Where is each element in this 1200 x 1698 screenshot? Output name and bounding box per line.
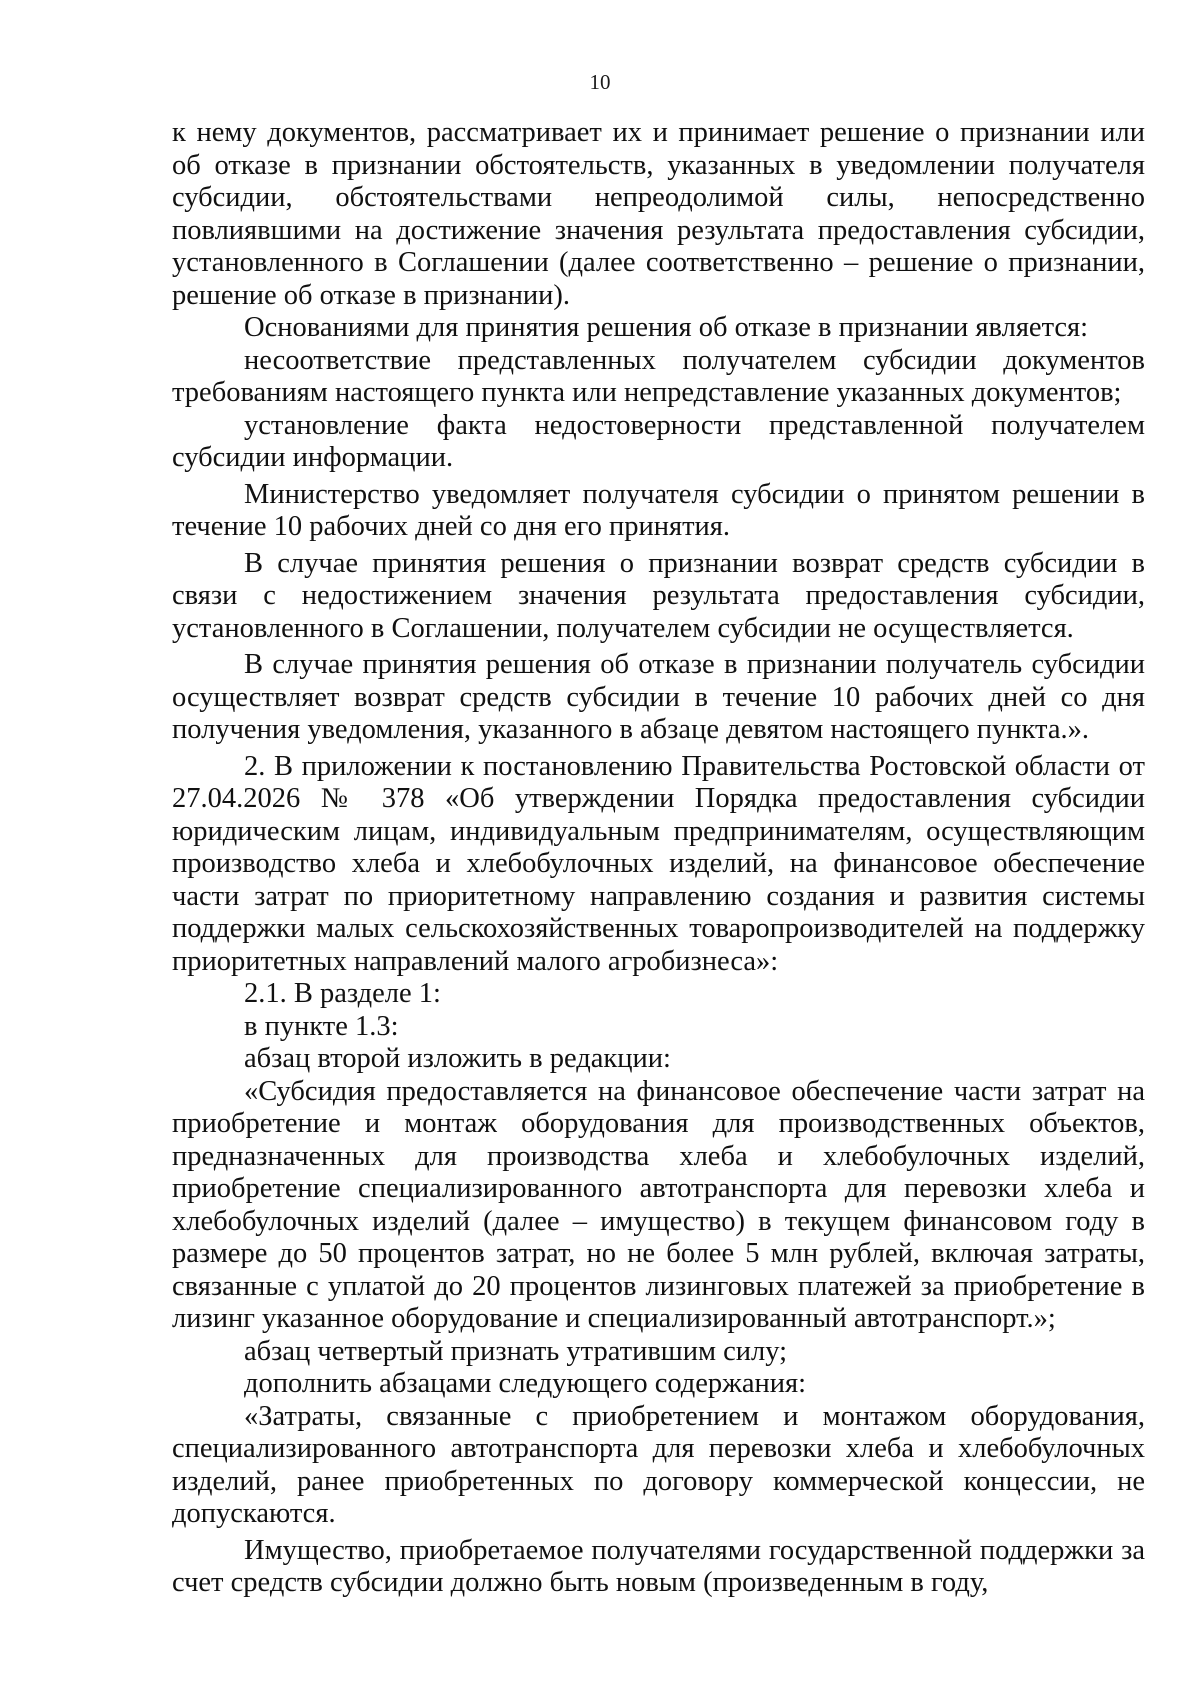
paragraph: несоответствие представленных получателем субсидии документов требованиям настоящего пункта или непредставление указанных документов; <box>172 344 1145 408</box>
paragraph: Имущество, приобретаемое получателями государственной поддержки за счет средств субсидии должно быть новым (произведенным в году, <box>172 1534 1145 1598</box>
paragraph: В случае принятия решения об отказе в признании получатель субсидии осуществляет возврат средств субсидии в течение 10 рабочих дней со дня получения уведомления, указанного в абзаце девятом настоящего пункта.». <box>172 649 1145 745</box>
document-body <box>172 117 1145 1600</box>
paragraph: дополнить абзацами следующего содержания: <box>244 1368 807 1399</box>
paragraph: в пункте 1.3: <box>244 1010 399 1042</box>
paragraph: к нему документов, рассматривает их и принимает решение о признании или об отказе в признании обстоятельств, указанных в уведомлении получателя субсидии, обстоятельствами непреодолимой силы, непосредственно повлиявшими на достижение значения результата предоставления субсидии, установленного в Соглашении (далее соответственно – решение о признании, решение об отказе в признании). <box>172 117 1145 311</box>
paragraph: абзац второй изложить в редакции: <box>244 1043 671 1074</box>
paragraph: В случае принятия решения о признании возврат средств субсидии в связи с недостижением значения результата предоставления субсидии, установленного в Соглашении, получателем субсидии не осуществляется. <box>172 547 1145 644</box>
paragraph: Министерство уведомляет получателя субсидии о принятом решении в течение 10 рабочих дней со дня его принятия. <box>172 478 1145 542</box>
paragraph: 2.1. В разделе 1: <box>244 978 441 1009</box>
page-number: 10 <box>589 70 611 94</box>
paragraph: Основаниями для принятия решения об отказе в признании является: <box>244 312 1089 343</box>
paragraph: абзац четвертый признать утратившим силу; <box>244 1335 788 1367</box>
paragraph: 2. В приложении к постановлению Правительства Ростовской области от 27.04.2026 № 378 «Об утверждении Порядка предоставления субсидии юридическим лицам, индивидуальным предпринимателям, осуществляющим производство хлеба и хлебобулочных изделий, на финансовое обеспечение части затрат по приоритетному направлению создания и развития системы поддержки малых сельскохозяйственных товаропроизводителей на поддержку приоритетных направлений малого агробизнеса»: <box>172 750 1145 977</box>
paragraph: «Затраты, связанные с приобретением и монтажом оборудования, специализированного автотранспорта для перевозки хлеба и хлебобулочных изделий, ранее приобретенных по договору коммерческой концессии, не допускаются. <box>172 1400 1145 1529</box>
paragraph: установление факта недостоверности представленной получателем субсидии информации. <box>172 409 1145 473</box>
paragraph: «Субсидия предоставляется на финансовое обеспечение части затрат на приобретение и монтаж оборудования для производственных объектов, предназначенных для производства хлеба и хлебобулочных изделий, приобретение специализированного автотранспорта для перевозки хлеба и хлебобулочных изделий (далее – имущество) в текущем финансовом году в размере до 50 процентов затрат, но не более 5 млн рублей, включая затраты, связанные с уплатой до 20 процентов лизинговых платежей за приобретение в лизинг указанное оборудование и специализированный автотранспорт.»; <box>172 1075 1145 1334</box>
